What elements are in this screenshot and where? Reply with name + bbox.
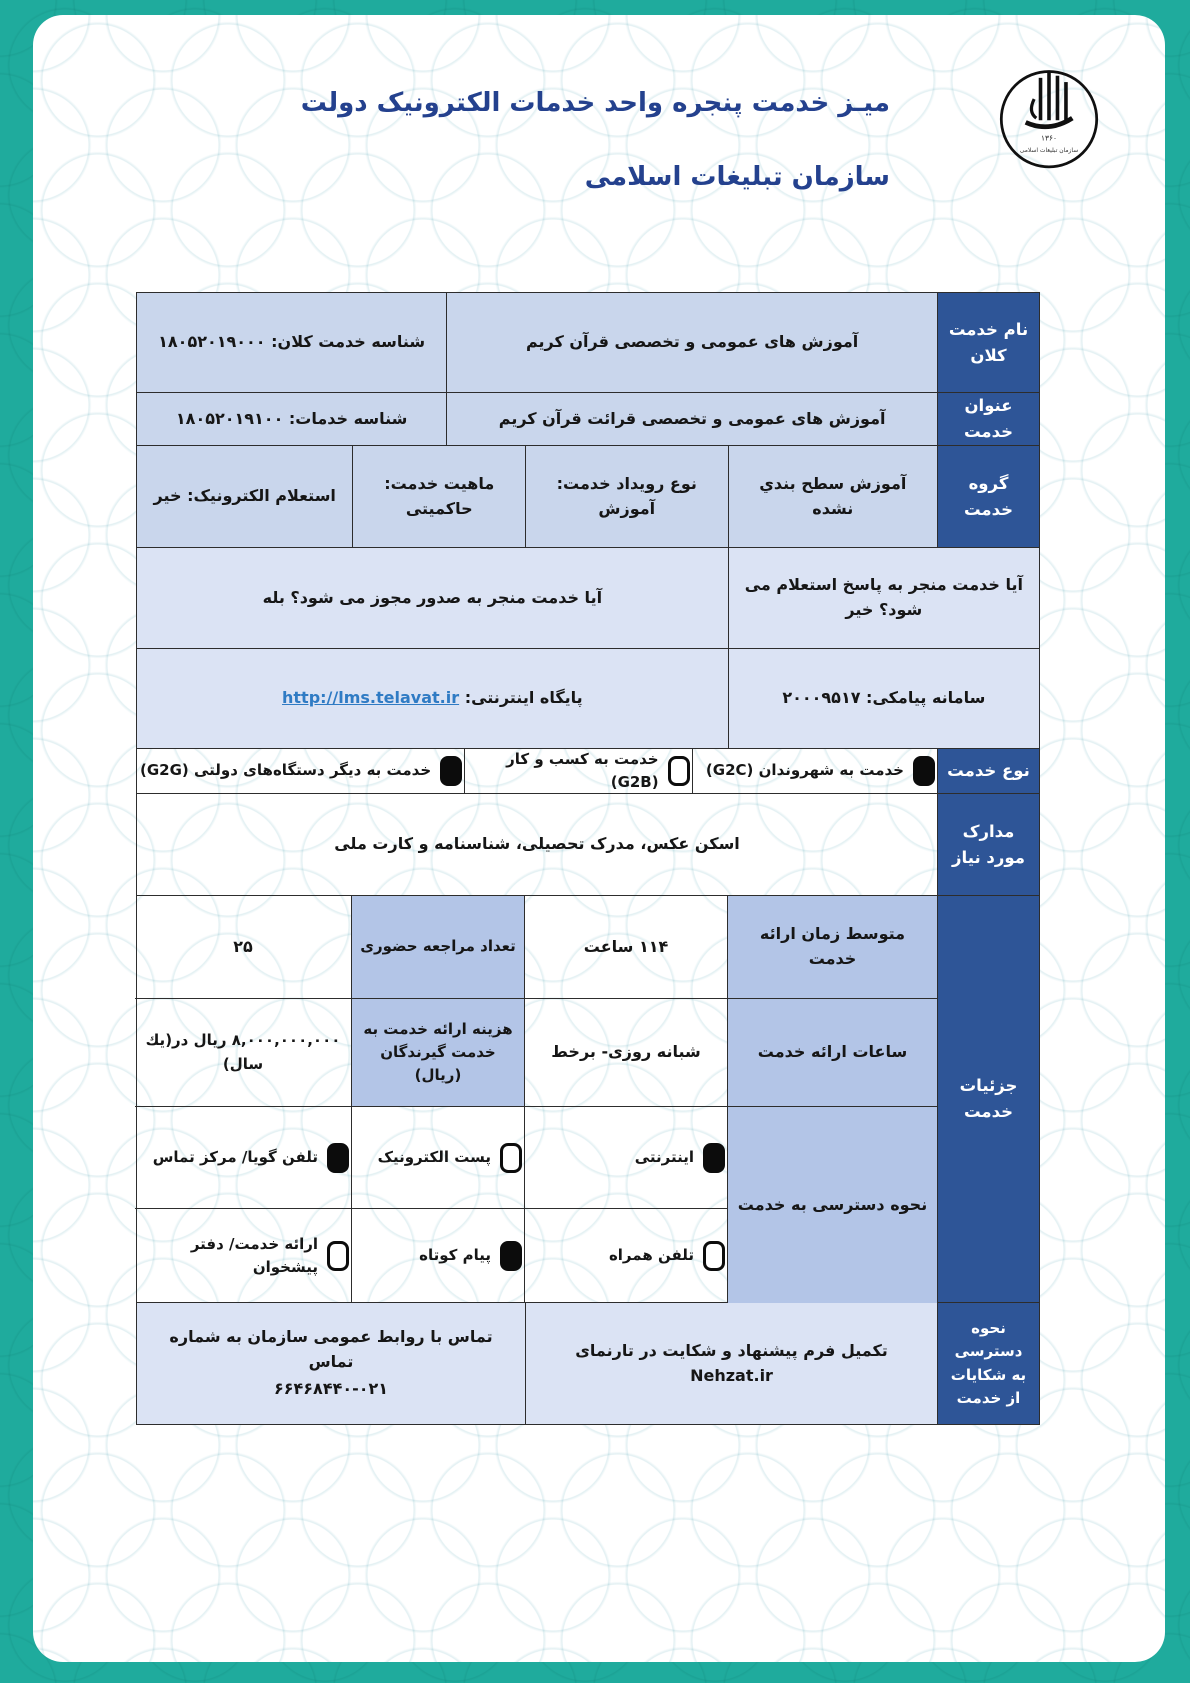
details-row-access [135,1107,937,1303]
sms-system: سامانه پیامکی: ۲۰۰۰۹۵۱۷ [728,649,1039,748]
service-type-option-g2b [464,749,691,793]
macro-service-label: نام خدمت کلان [937,293,1039,392]
row-service-title [137,393,1039,446]
row-service-details [137,896,1039,1303]
avg-time-label: متوسط زمان ارائه خدمت [727,896,937,998]
mobile-checkbox[interactable] [703,1241,725,1271]
cost-value: ۸,۰۰۰,۰۰۰,۰۰۰ ریال در(یك سال) [145,1031,341,1073]
details-row-time [135,896,937,999]
row-service-type [137,749,1039,794]
website-link[interactable]: http://lms.telavat.ir [282,688,460,708]
service-info-table [136,292,1040,1425]
macro-service-value: آموزش های عمومی و تخصصی قرآن کریم [446,293,937,392]
sms-label: پیام کوتاه [419,1246,491,1265]
avg-time-value: ۱۱۴ ساعت [524,896,727,998]
email-checkbox[interactable] [500,1143,522,1173]
internet-label: اینترنتی [634,1147,694,1166]
sms-checkbox[interactable] [500,1241,522,1271]
row-contact [137,649,1039,749]
license-answer: آیا خدمت منجر به صدور مجوز می شود؟ بله [137,548,728,648]
service-type-option-g2g [137,749,464,793]
organization-name: سازمان تبلیغات اسلامی [584,162,890,192]
cost-label: هزینه ارائه خدمت به خدمت گیرندگان (ریال) [351,999,524,1106]
row-service-group [137,446,1039,548]
email-label: پست الکترونیک [377,1147,491,1166]
access-option-mobile [524,1209,727,1303]
emblem-year: ۱۳۶۰ [1041,133,1057,143]
complaints-phone [137,1303,525,1424]
row-documents [137,794,1039,896]
service-group-event: نوع رویداد خدمت: آموزش [525,446,728,547]
g2c-checkbox[interactable] [913,756,935,786]
internet-checkbox[interactable] [703,1143,725,1173]
g2c-label: خدمت به شهروندان (G2C) [705,761,904,780]
counter-checkbox[interactable] [327,1241,349,1271]
documents-label: مدارک مورد نیاز [937,794,1039,895]
service-title-value: آموزش های عمومی و تخصصی قرائت قرآن کریم [446,393,937,445]
page-header [301,88,890,192]
access-row-2 [135,1209,727,1303]
complaints-phone-line: تماس با روابط عمومی سازمان به شماره تماس [169,1327,493,1372]
complaints-online: تکمیل فرم پیشنهاد و شکایت در تارنمای Nehzat.ir [525,1303,937,1424]
service-group-label: گروه خدمت [937,446,1039,547]
counter-label: ارائه خدمت/ دفتر پیشخوان [190,1234,318,1276]
g2b-checkbox[interactable] [668,756,690,786]
details-row-hours-cost [135,999,937,1107]
access-label: نحوه دسترسی به خدمت [727,1107,937,1303]
access-option-email [351,1107,524,1208]
access-row-1 [135,1107,727,1209]
service-group-level: آموزش سطح بندي نشده [728,446,937,547]
row-inquiry [137,548,1039,649]
g2g-label: خدمت به دیگر دستگاه‌های دولتی (G2G) [140,761,432,780]
access-option-internet [524,1107,727,1208]
service-group-inquiry: استعلام الکترونیک: خیر [137,446,352,547]
organization-emblem-icon [996,62,1102,170]
documents-value: اسکن عکس، مدرک تحصیلی، شناسنامه و کارت ملی [334,834,740,854]
service-group-nature: ماهیت خدمت: حاکمیتی [352,446,525,547]
inquiry-answer: آیا خدمت منجر به پاسخ استعلام می شود؟ خیر [728,548,1039,648]
macro-service-id: شناسه خدمت کلان: ۱۸۰۵۲۰۱۹۰۰۰ [137,293,446,392]
hours-value: شبانه روزی- برخط [524,999,727,1106]
ivr-checkbox[interactable] [327,1143,349,1173]
access-option-ivr [135,1107,351,1208]
ivr-label: تلفن گویا/ مرکز تماس [152,1147,318,1166]
mobile-label: تلفن همراه [608,1246,694,1265]
service-title-label: عنوان خدمت [937,393,1039,445]
page-title: میـز خدمت پنجره واحد خدمات الکترونیک دولت [300,88,890,118]
service-details-label: جزئیات خدمت [937,896,1039,1302]
visits-label: تعداد مراجعه حضوری [351,896,524,998]
complaints-label: نحوه دسترسی به شکایات از خدمت [937,1303,1039,1424]
hours-label: ساعات ارائه خدمت [727,999,937,1106]
emblem-caption: سازمان تبلیغات اسلامی [1019,147,1079,155]
row-macro-service [137,293,1039,393]
service-title-id: شناسه خدمات: ۱۸۰۵۲۰۱۹۱۰۰ [137,393,446,445]
access-option-sms [351,1209,524,1303]
service-type-label: نوع خدمت [937,749,1039,793]
row-complaints [137,1303,1039,1424]
service-type-option-g2c [692,749,937,793]
g2g-checkbox[interactable] [440,756,462,786]
visits-value: ۲۵ [233,936,253,956]
g2b-label: خدمت به کسب و کار (G2B) [506,749,659,791]
access-options [135,1107,727,1303]
access-option-counter [135,1209,351,1303]
website-cell [137,649,728,748]
service-details-body [135,896,937,1302]
complaints-phone-number: ۶۶۴۶۸۴۴۰-۰۲۱ [273,1378,389,1398]
website-label: پایگاه اینترنتی: [464,688,583,708]
